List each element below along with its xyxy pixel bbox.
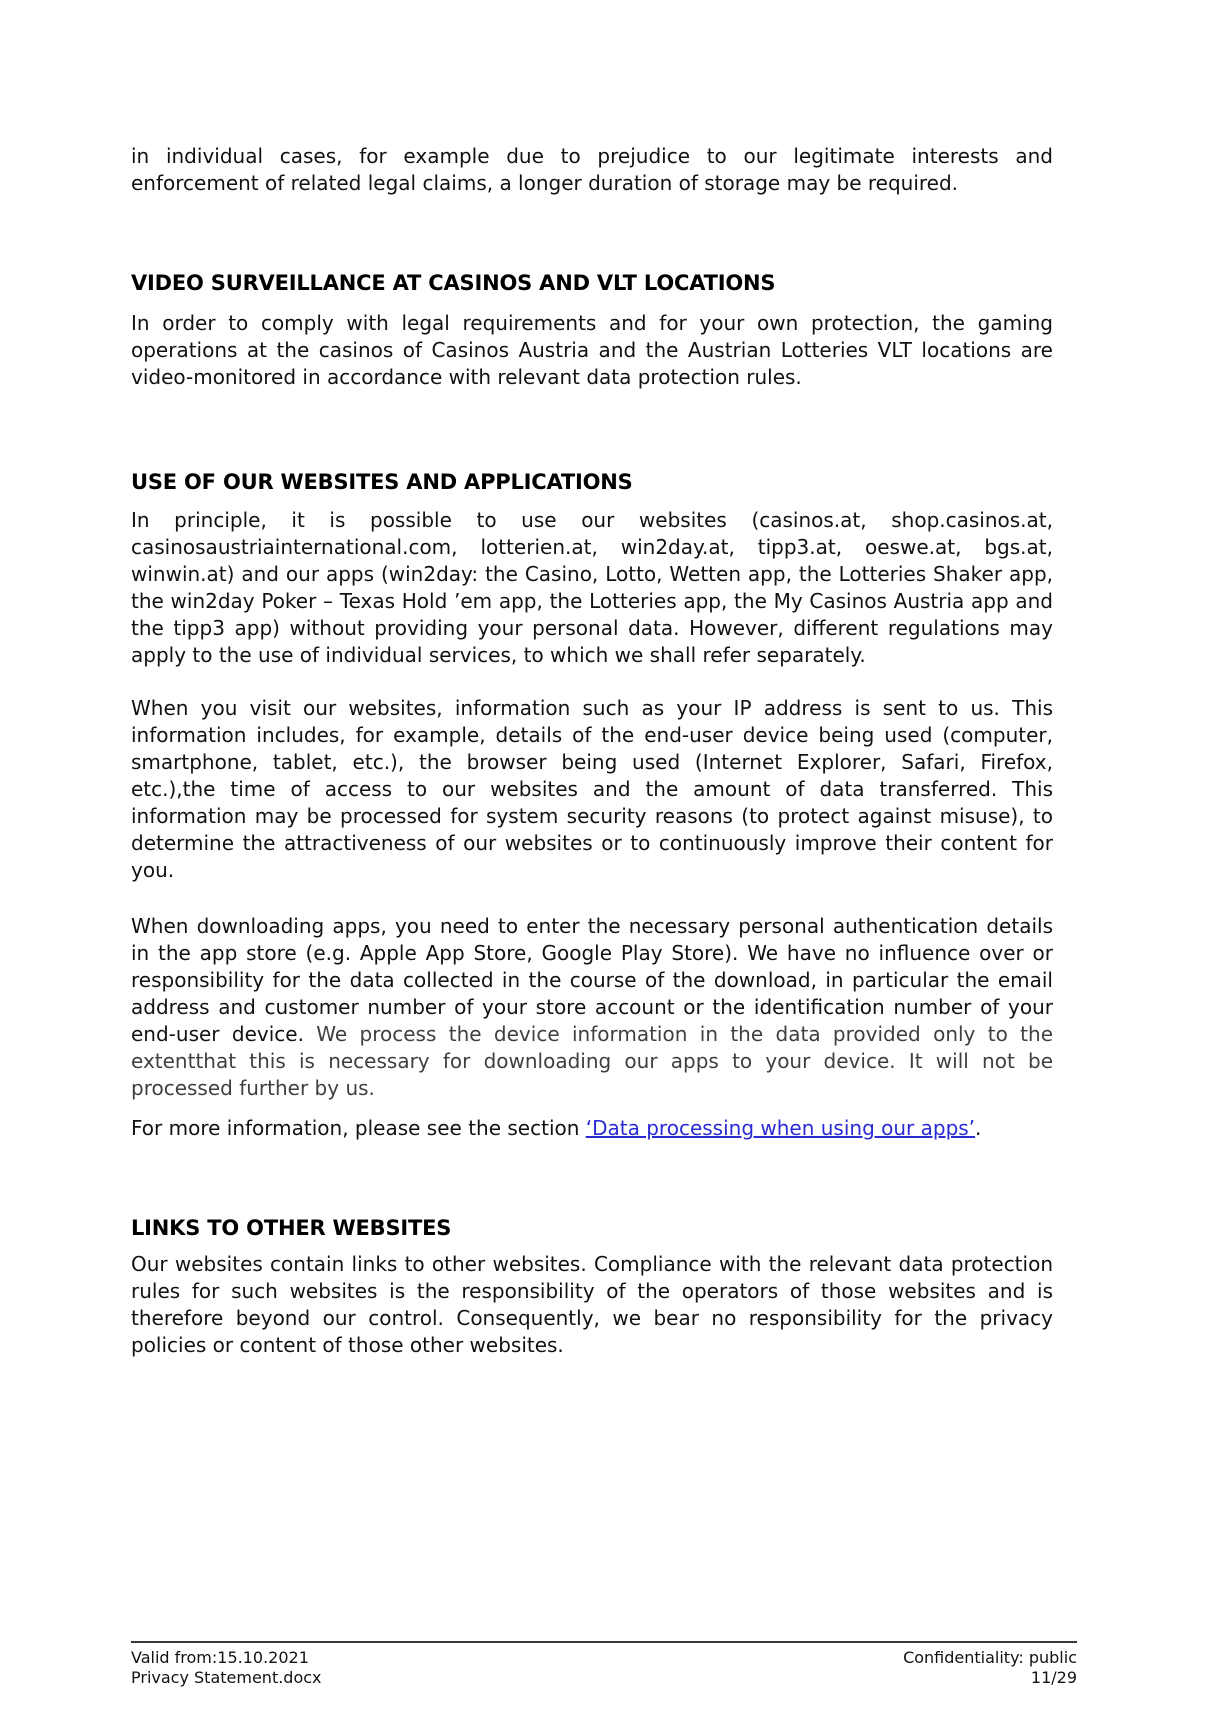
heading-links-other-websites: LINKS TO OTHER WEBSITES [131, 1216, 452, 1240]
websites-paragraph-3-normal-run: When downloading apps, you need to enter the necessary personal authentication details in the app store (e.g. Apple App Store, Google Play Store). We have no influence over or responsibility for the data collected in the course of the download, in particular the email address and customer number of your store account or the identification number of your end-user device. [131, 914, 1053, 1046]
footer-valid-from: Valid from:15.10.2021 [131, 1648, 309, 1667]
footer-page-number: 11/29 [1030, 1668, 1077, 1687]
websites-paragraph-3 [131, 913, 1053, 1102]
footer-left [131, 1648, 322, 1688]
more-info-line [131, 1115, 1053, 1142]
more-info-suffix: . [975, 1116, 982, 1140]
data-processing-apps-link[interactable]: ‘Data processing when using our apps’ [585, 1116, 976, 1140]
websites-paragraph-1: In principle, it is possible to use our websites (casinos.at, shop.casinos.at, casinosaustriainternational.com, lotterien.at, win2day.at, tipp3.at, oeswe.at, bgs.at, winwin.at) and our apps (win2day: the Casino, Lotto, Wetten app, the Lotteries Shaker app, the win2day Poker – Texas Hold ’em app, the Lotteries app, the My Casinos Austria app and the tipp3 app) without providing your personal data. However, different regulations may apply to the use of individual services, to which we shall refer separately. [131, 508, 1053, 667]
footer-filename: Privacy Statement.docx [131, 1668, 322, 1687]
heading-use-of-websites: USE OF OUR WEBSITES AND APPLICATIONS [131, 470, 633, 494]
websites-paragraph-3-light-run: We process the device information in the data provided only to the extentthat this is necessary for downloading our apps to your device. It will not be processed further by us. [131, 1022, 1053, 1100]
footer-confidentiality: Confidentiality: public [903, 1648, 1077, 1667]
links-paragraph: Our websites contain links to other websites. Compliance with the relevant data protection rules for such websites is the responsibility of the operators of those websites and is therefore beyond our control. Consequently, we bear no responsibility for the privacy policies or content of those other websites. [131, 1252, 1053, 1357]
document-content [131, 0, 1053, 1359]
footer-divider [131, 1641, 1077, 1643]
page-footer [131, 1641, 1077, 1688]
more-info-prefix: For more information, please see the section [131, 1116, 586, 1140]
footer-right [903, 1648, 1077, 1688]
footer-row [131, 1648, 1077, 1688]
intro-paragraph: in individual cases, for example due to prejudice to our legitimate interests and enforcement of related legal claims, a longer duration of storage may be required. [131, 144, 1053, 195]
websites-paragraph-2: When you visit our websites, information such as your IP address is sent to us. This information includes, for example, details of the end-user device being used (computer, smartphone, tablet, etc.), the browser being used (Internet Explorer, Safari, Firefox, etc.),the time of access to our websites and the amount of data transferred. This information may be processed for system security reasons (to protect against misuse), to determine the attractiveness of our websites or to continuously improve their content for you. [131, 696, 1053, 882]
heading-video-surveillance: VIDEO SURVEILLANCE AT CASINOS AND VLT LOCATIONS [131, 271, 776, 295]
video-surveillance-paragraph: In order to comply with legal requirements and for your own protection, the gaming operations at the casinos of Casinos Austria and the Austrian Lotteries VLT locations are video-monitored in accordance with relevant data protection rules. [131, 311, 1053, 389]
